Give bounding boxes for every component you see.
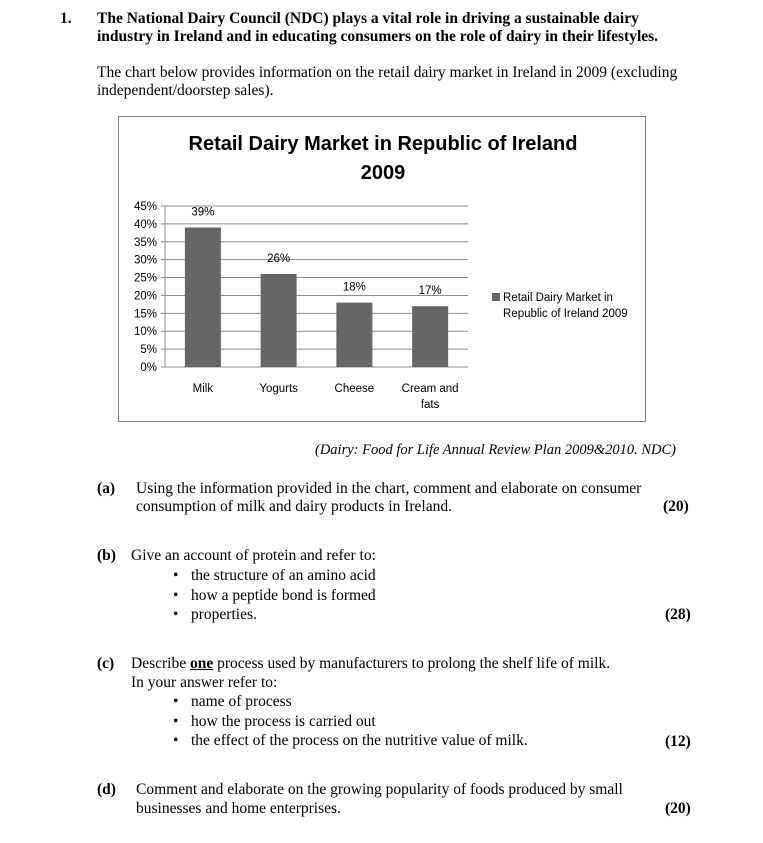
x-category-label: Cream and <box>401 383 459 395</box>
y-tick-label: 35% <box>133 236 157 249</box>
para-line-1: The chart below provides information on the retail dairy market in Ireland in 2009 (excluding <box>97 64 678 81</box>
part-b-line-1: Give an account of protein and refer to: <box>131 547 376 564</box>
part-a-line-2: consumption of milk and dairy products in Ireland. <box>136 498 452 515</box>
part-c-bullet-1: • name of process <box>173 693 292 710</box>
part-a-letter: (a) <box>97 480 116 497</box>
bar-cheese <box>336 303 372 367</box>
data-label: 39% <box>191 206 215 219</box>
part-c-letter: (c) <box>97 655 115 672</box>
x-category-label: Milk <box>192 383 214 395</box>
bar-chart <box>118 116 646 422</box>
part-b-bullet-1: • the structure of an amino acid <box>173 567 376 584</box>
x-category-label: Cheese <box>334 383 375 395</box>
part-d-line-2: businesses and home enterprises. <box>136 800 341 817</box>
question-intro <box>97 10 717 46</box>
y-tick-label: 5% <box>140 344 157 357</box>
part-a-marks: (20) <box>663 498 689 515</box>
part-c-line-2: In your answer refer to: <box>131 674 278 691</box>
x-category-label: Yogurts <box>259 383 298 395</box>
part-c-bullet-2: • how the process is carried out <box>173 713 376 730</box>
legend-swatch <box>492 293 500 301</box>
emphasis-one: one <box>189 655 214 672</box>
x-category-label: fats <box>420 399 440 411</box>
y-tick-label: 45% <box>133 201 157 213</box>
part-b-bullet-3: • properties. <box>173 606 257 623</box>
y-tick-label: 40% <box>133 218 157 231</box>
chart-description <box>97 64 717 100</box>
bullet-icon: • <box>173 732 179 749</box>
part-a-line-1: Using the information provided in the chart, comment and elaborate on consumer <box>136 480 642 497</box>
bar-milk <box>185 227 221 367</box>
part-b-letter: (b) <box>97 547 116 564</box>
bullet-icon: • <box>173 606 179 623</box>
bullet-icon: • <box>173 587 179 604</box>
legend-label-line-1: Retail Dairy Market in <box>503 292 613 304</box>
bullet-icon: • <box>173 713 179 730</box>
chart-title-line-2: 2009 <box>360 162 406 184</box>
part-d-marks: (20) <box>665 800 691 817</box>
part-c-bullet-3: • the effect of the process on the nutritive value of milk. <box>173 732 528 749</box>
part-b-bullet-2: • how a peptide bond is formed <box>173 587 376 604</box>
intro-line-1: The National Dairy Council (NDC) plays a vital role in driving a sustainable dairy <box>97 10 639 27</box>
part-d-letter: (d) <box>97 781 116 798</box>
y-tick-label: 20% <box>133 290 157 303</box>
y-tick-label: 0% <box>140 362 157 374</box>
chart-source: (Dairy: Food for Life Annual Review Plan 2009&2010. NDC) <box>315 442 676 458</box>
y-tick-label: 10% <box>133 326 157 339</box>
bullet-icon: • <box>173 693 179 710</box>
bar-cream-and-fats <box>412 306 448 367</box>
part-b-marks: (28) <box>665 606 691 623</box>
data-label: 17% <box>418 285 442 298</box>
bar-yogurts <box>261 274 297 367</box>
data-label: 18% <box>342 281 366 294</box>
part-c-marks: (12) <box>665 733 691 750</box>
chart-canvas <box>119 117 647 423</box>
question-number: 1. <box>60 10 72 27</box>
chart-title-line-1: Retail Dairy Market in Republic of Ireland <box>188 133 578 155</box>
para-line-2: independent/doorstep sales). <box>97 82 274 99</box>
part-c-line-1: Describe one process used by manufacturers to prolong the shelf life of milk. <box>131 655 611 672</box>
intro-line-2: industry in Ireland and in educating consumers on the role of dairy in their lifestyles. <box>97 28 659 45</box>
y-tick-label: 30% <box>133 254 157 267</box>
y-tick-label: 25% <box>133 272 157 285</box>
y-tick-label: 15% <box>133 308 157 321</box>
part-d-line-1: Comment and elaborate on the growing popularity of foods produced by small <box>136 781 623 798</box>
bullet-icon: • <box>173 567 179 584</box>
legend-label-line-2: Republic of Ireland 2009 <box>503 308 628 320</box>
data-label: 26% <box>267 252 291 265</box>
